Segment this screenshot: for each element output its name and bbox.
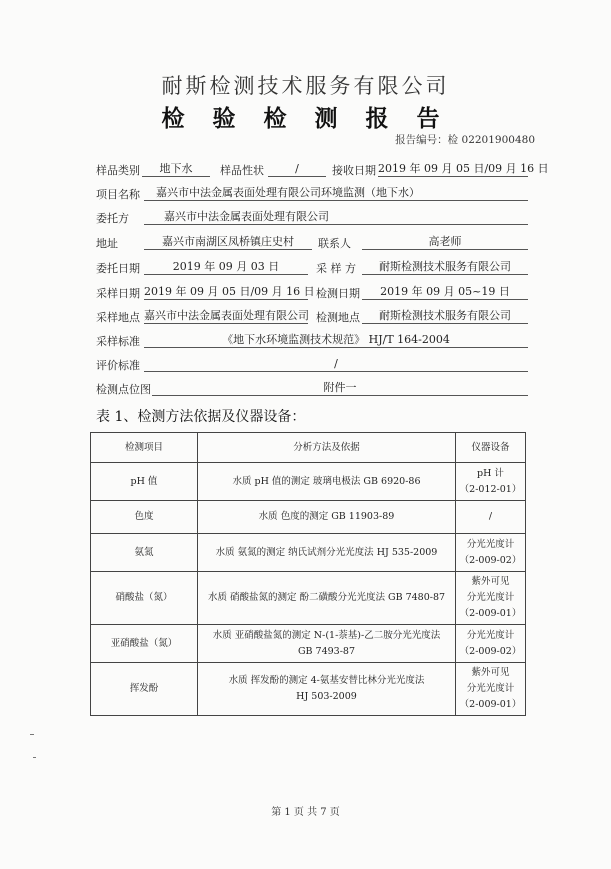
table-row (91, 572, 526, 625)
header-method: 分析方法及依据 (198, 433, 456, 463)
client-label: 委托方 (96, 212, 129, 225)
row-method: 水质 pH 值的测定 玻璃电极法 GB 6920-86 (198, 463, 456, 501)
header-device: 仪器设备 (456, 433, 526, 463)
row-method: 水质 硝酸盐氮的测定 酚二磺酸分光光度法 GB 7480-87 (198, 572, 456, 625)
test-site-label: 检测地点 (316, 311, 360, 324)
contact-label: 联系人 (318, 237, 351, 250)
table-title: 表 1、检测方法依据及仪器设备： (96, 409, 306, 425)
sampling-site-value: 嘉兴市中法金属表面处理有限公司 (144, 309, 309, 322)
row-method: 水质 氨氮的测定 纳氏试剂分光光度法 HJ 535-2009 (198, 534, 456, 572)
evaluation-label: 评价标准 (96, 359, 140, 372)
sample-props-label: 样品性状 (220, 164, 264, 177)
commission-date-value: 2019 年 09 月 03 日 (144, 260, 308, 275)
row-method: 水质 亚硝酸盐氮的测定 N-(1-萘基)-乙二胺分光光度法 GB 7493-87 (198, 625, 456, 663)
row-item: 亚硝酸盐（氮） (91, 625, 198, 663)
project-value: 嘉兴市中法金属表面处理有限公司环境监测（地下水） (144, 186, 528, 201)
sampling-standard-value: 《地下水环境监测技术规范》 HJ/T 164-2004 (144, 333, 528, 348)
table-row (91, 625, 526, 663)
contact-value: 高老师 (362, 235, 528, 250)
sample-type-label: 样品类别 (96, 164, 140, 177)
company-name: 耐斯检测技术服务有限公司 (161, 74, 450, 98)
receive-date-value: 2019 年 09 月 05 日/09 月 16 日 (378, 162, 549, 175)
row-device: 紫外可见 分光光度计 （2-009-01） (456, 572, 526, 625)
table-row (91, 534, 526, 572)
test-date-label: 检测日期 (316, 287, 360, 300)
row-device: 分光光度计 （2-009-02） (456, 625, 526, 663)
scan-mark (33, 757, 36, 758)
row-method: 水质 色度的测定 GB 11903-89 (198, 501, 456, 534)
table-row (91, 501, 526, 534)
location-map-label: 检测点位图 (96, 383, 151, 396)
sampling-date-label: 采样日期 (96, 287, 140, 300)
page-number: 第 1 页 共 7 页 (271, 807, 340, 818)
report-number: 报告编号：检 02201900480 (395, 134, 535, 146)
sample-type-value: 地下水 (142, 162, 210, 177)
evaluation-value: / (144, 357, 528, 372)
sampling-standard-label: 采样标准 (96, 335, 140, 348)
scan-mark (30, 734, 34, 735)
receive-date-label: 接收日期 (332, 164, 376, 177)
row-device: / (456, 501, 526, 534)
row-item: pH 值 (91, 463, 198, 501)
address-label: 地址 (96, 237, 118, 250)
project-label: 项目名称 (96, 188, 140, 201)
row-method: 水质 挥发酚的测定 4-氨基安替比林分光光度法 HJ 503-2009 (198, 663, 456, 716)
row-item: 色度 (91, 501, 198, 534)
client-value: 嘉兴市中法金属表面处理有限公司 (144, 210, 528, 225)
test-site-value: 耐斯检测技术服务有限公司 (362, 309, 528, 324)
sampler-label: 采 样 方 (316, 262, 356, 275)
row-device: 紫外可见 分光光度计 （2-009-01） (456, 663, 526, 716)
address-value: 嘉兴市南湖区凤桥镇庄史村 (144, 235, 312, 250)
location-map-value: 附件一 (152, 381, 528, 396)
row-item: 挥发酚 (91, 663, 198, 716)
sampling-date-value: 2019 年 09 月 05 日/09 月 16 日 (144, 285, 315, 298)
sampling-site-label: 采样地点 (96, 311, 140, 324)
header-item: 检测项目 (91, 433, 198, 463)
table-row (91, 463, 526, 501)
row-device: pH 计 （2-012-01） (456, 463, 526, 501)
methods-table (90, 432, 526, 716)
sample-props-value: / (268, 162, 326, 177)
table-row (91, 663, 526, 716)
commission-date-label: 委托日期 (96, 262, 140, 275)
row-item: 硝酸盐（氮） (91, 572, 198, 625)
report-title: 检 验 检 测 报 告 (161, 105, 450, 132)
row-device: 分光光度计 （2-009-02） (456, 534, 526, 572)
row-item: 氨氮 (91, 534, 198, 572)
sampler-value: 耐斯检测技术服务有限公司 (362, 260, 528, 275)
test-date-value: 2019 年 09 月 05~19 日 (362, 285, 528, 300)
